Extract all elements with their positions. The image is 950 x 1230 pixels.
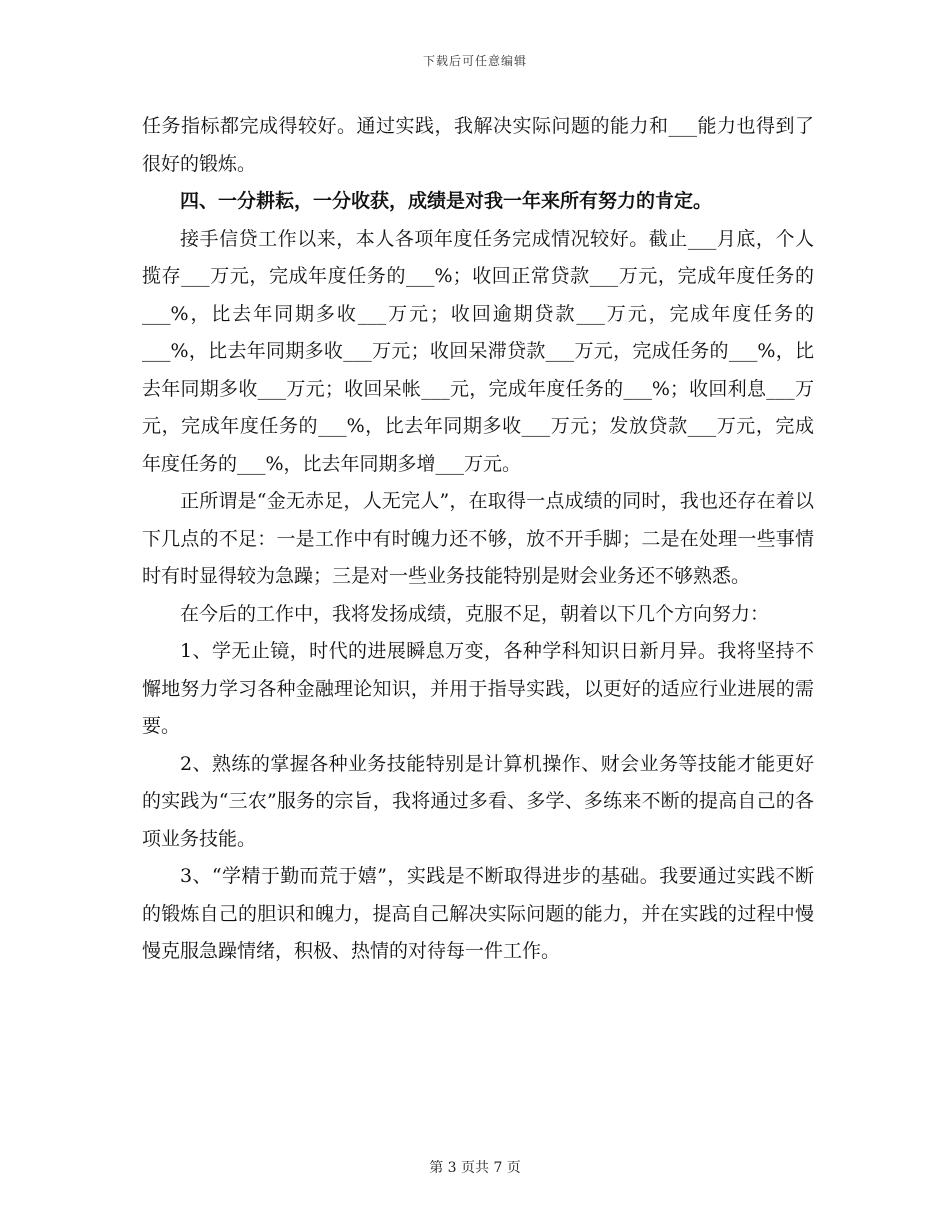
header-watermark-text: 下载后可任意编辑: [422, 54, 527, 68]
list-item-1: 1、学无止镜，时代的进展瞬息万变，各种学科知识日新月异。我将坚持不懈地努力学习各种金融理论知识，并用于指导实践，以更好的适应行业进展的需要。: [142, 640, 814, 737]
page-header: [0, 52, 950, 69]
page-footer: [0, 1157, 950, 1177]
paragraph-shortcomings: 正所谓是“金无赤足，人无完人”，在取得一点成绩的同时，我也还存在着以下几点的不足：一是工作中有时魄力还不够，放不开手脚；二是在处理一些事情时有时显得较为急躁；三是对一些业务技能特别是财会业务还不够熟悉。: [142, 490, 814, 587]
document-body: [142, 108, 814, 971]
list-item-2: 2、熟练的掌握各种业务技能特别是计算机操作、财会业务等技能才能更好的实践为“三农”服务的宗旨，我将通过多看、多学、多练来不断的提高自己的各项业务技能。: [142, 752, 814, 850]
page-number: 第 3 页共 7 页: [429, 1160, 521, 1176]
paragraph-future-direction: 在今后的工作中，我将发扬成绩，克服不足，朝着以下几个方向努力：: [180, 602, 770, 625]
paragraph-continuation: 任务指标都完成得较好。通过实践，我解决实际问题的能力和___能力也得到了很好的锻炼。: [142, 115, 814, 175]
section-heading: 四、一分耕耘，一分收获，成绩是对我一年来所有努力的肯定。: [180, 190, 713, 212]
list-item-3: 3、“学精于勤而荒于嬉”，实践是不断取得进步的基础。我要通过实践不断的锻炼自己的胆识和魄力，提高自己解决实际问题的能力，并在实践的过程中慢慢克服急躁情绪，积极、热情的对待每一件工作。: [142, 865, 814, 962]
paragraph-task-completion: 接手信贷工作以来，本人各项年度任务完成情况较好。截止___月底，个人揽存___万元，完成年度任务的___%；收回正常贷款___万元，完成年度任务的___%，比去年同期多收___万元；收回逾期贷款___万元，完成年度任务的___%，比去年同期多收___万元；收回呆滞贷款___万元，完成任务的___%，比去年同期多收___万元；收回呆帐___元，完成年度任务的___%；收回利息___万元，完成年度任务的___%，比去年同期多收___万元；发放贷款___万元，完成年度任务的___%，比去年同期多增___万元。: [142, 227, 814, 475]
